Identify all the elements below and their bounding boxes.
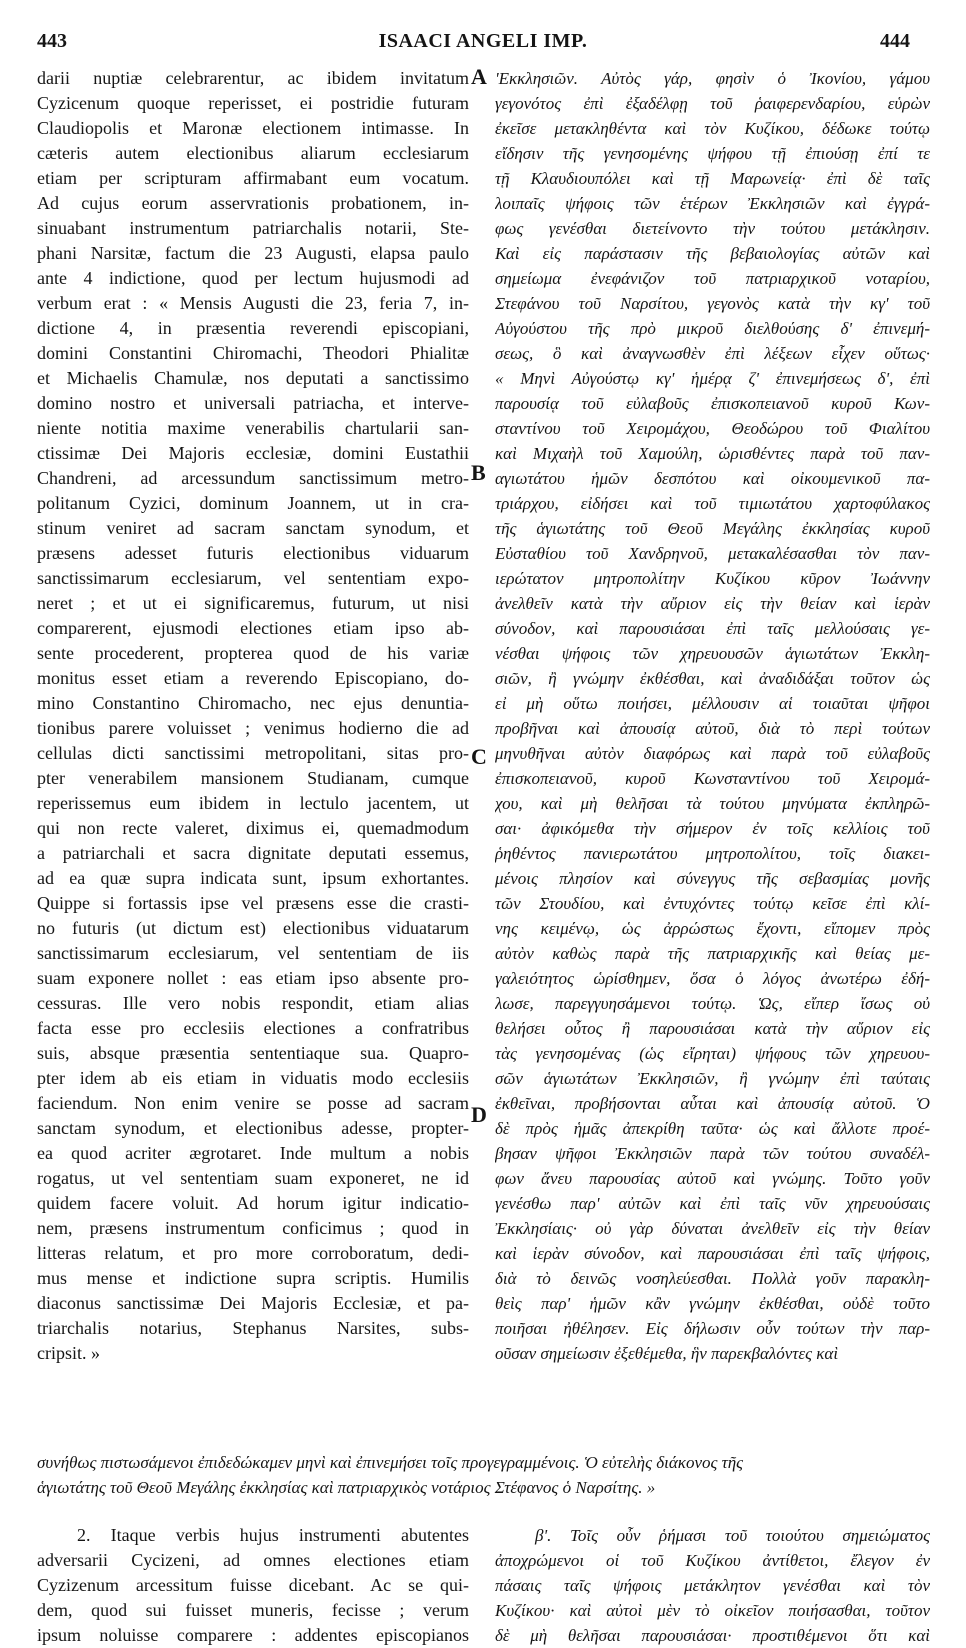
margin-marker-d: D (471, 1102, 487, 1127)
greek-text-line: πάσαις ταῖς ψήφοις μετάκλητον γενέσθαι καὶ τὸν (495, 1576, 930, 1595)
latin-text-line: domini Constantini Chiromachi, Theodori Phialitæ (37, 343, 469, 363)
latin-text-line: verbum erat : « Mensis Augusti die 23, feria 7, in- (37, 293, 469, 313)
greek-text-line: ῥηθέντος πανιερωτάτου μητροπολίτου, τοῖς διακει- (495, 844, 930, 863)
greek-text-line: δὲ πρὸς ἡμᾶς ἀπεκρίθη ταῦτα· ὡς καὶ ἄλλοτε προέ- (495, 1119, 930, 1138)
greek-section-2 (495, 1523, 930, 1648)
latin-text-line: dictione 4, in præsentia reverendi episcopiani, (37, 318, 469, 338)
greek-text-line: λοιπαῖς ψήφοις τῶν ἑτέρων Ἐκκλησιῶν καὶ ἐγγρά- (495, 194, 930, 213)
latin-text-line: suis, absque præsentia sententiaque sua. Quapro- (37, 1043, 469, 1063)
latin-text-line: cæteris autem electionibus aliarum ecclesiarum (37, 143, 469, 163)
greek-text-line: Καὶ εἰς παράστασιν τῆς βεβαιολογίας αὐτῶν καὶ (495, 244, 930, 263)
greek-column (495, 66, 930, 1366)
latin-column (37, 66, 469, 1366)
greek-text-line: νέσθαι ψήφοις τῶν χηρευουσῶν ἁγιωτάτων Ἐκκλη- (495, 644, 930, 663)
greek-text-line: γεγονότος ἐπὶ ἐξαδέλφῃ τοῦ ῥαιφερενδαρίου, εὑρὼν (495, 94, 930, 113)
latin-text-line: Ad cujus eorum asservrationis probationem, in- (37, 193, 469, 213)
greek-text-line: θεὶς παρ' ἡμῶν κἂν γνώμην ἐκθέσθαι, οὐδὲ τοῦτο (495, 1294, 930, 1313)
greek-text-line: φως γενέσθαι διετείνοντο τὴν τούτου μετάκλησιν. (495, 219, 930, 238)
latin-text-line: ctissimæ Dei Majoris ecclesiæ, domini Eustathii (37, 443, 469, 463)
greek-text-line: καὶ Μιχαὴλ τοῦ Χαμούλη, ὡρισθέντες παρὰ τοῦ παν- (495, 444, 930, 463)
latin-text-line: ipsum noluisse comparere : addentes episcopianos (37, 1625, 469, 1645)
right-page-number: 444 (880, 30, 910, 52)
greek-text-line: λωσε, παρεγγυησάμενοι τούτῳ. Ὡς, εἴπερ ἴσως οὐ (495, 994, 930, 1013)
greek-text-line: τῶν Στουδίου, καὶ ἐντυχόντες τούτῳ κεῖσε ἐπὶ κλί- (495, 894, 930, 913)
greek-text-line: ιερώτατον μητροπολίτην Κυζίκου κῦρον Ἰωάννην (495, 569, 930, 588)
margin-marker-a: A (471, 64, 487, 89)
latin-text-line: niente notitia maxime venerabilis chartularii san- (37, 418, 469, 438)
greek-text-line: τριάρχου, εἰδήσει καὶ τοῦ τιμιωτάτου χαρτοφύλακος (495, 494, 930, 513)
greek-text-line: εἴδησιν τῆς γενησομένης ψήφου τῇ ἐπιούσῃ ἐπί τε (495, 144, 930, 163)
page-header (0, 22, 966, 62)
greek-text-line: αὐτὸν καθὼς παρὰ τῆς πατριαρχικῆς καὶ θείας με- (495, 944, 930, 963)
greek-text-line: σταντίνου τοῦ Χειρομάχου, Θεοδώρου τοῦ Φιαλίτου (495, 419, 930, 438)
greek-text-line: γαλειότητος ὡρίσθημεν, ὅσα ὁ λόγος ἀνωτέρω ἐδή- (495, 969, 930, 988)
greek-text-line: προβῆναι καὶ ἀπουσίᾳ αὐτοῦ, διὰ τὸ περὶ τούτων (495, 719, 930, 738)
latin-text-line: no futuris (ut dictum est) electionibus viduatarum (37, 918, 469, 938)
greek-text-line: Κυζίκου· καὶ αὐτοὶ μὲν τὸ οἰκεῖον ποιήσασθαι, τοῦτον (495, 1601, 930, 1620)
latin-text-line: qui non recte valeret, diximus ei, quemadmodum (37, 818, 469, 838)
margin-marker-b: B (471, 460, 486, 485)
latin-text-line: facta esse pro ecclesiis electiones a confratribus (37, 1018, 469, 1038)
latin-text-line: phani Narsitæ, factum die 23 Augusti, elapsa paulo (37, 243, 469, 263)
latin-text-line: darii nuptiæ celebrarentur, ac ibidem invitatum (37, 68, 469, 88)
latin-text-line: tionibus parere voluisset ; venimus hodierno die ad (37, 718, 469, 738)
greek-text-line: εἰ μὴ οὕτω ποιήσει, μέλλουσιν αἱ τοιαῦται ψῆφοι (495, 694, 930, 713)
latin-text-line: diaconus sanctissimæ Dei Majoris Ecclesiæ, et pa- (37, 1293, 469, 1313)
full-width-text-line: ἁγιωτάτης τοῦ Θεοῦ Μεγάλης ἐκκλησίας καὶ πατριαρχικὸς νοτάριος Στέφανος ὁ Ναρσίτης. » (37, 1478, 656, 1497)
greek-text-line: τῆς ἁγιωτάτης τοῦ Θεοῦ Μεγάλης ἐκκλησίας κυροῦ (495, 519, 930, 538)
latin-section-2 (37, 1523, 469, 1648)
greek-text-line: δὲ μὴ θελῆσαι παρουσιάσαι· προστιθέμενοι ὅτι καὶ (495, 1626, 930, 1645)
greek-text-line: ἐκεῖσε μετακληθέντα καὶ τὸν Κυζίκου, δέδωκε τούτῳ (495, 119, 930, 138)
greek-text-line: ἐπισκοπειανοῦ, κυροῦ Κωνσταντίνου τοῦ Χειρομά- (495, 769, 930, 788)
latin-text-line: Cyzicenum quoque reperisset, ei postridie futuram (37, 93, 469, 113)
greek-text-line: οῦσαν σημείωσιν ἐξεθέμεθα, ἣν παρεκβαλόντες καὶ (495, 1344, 839, 1363)
latin-text-line: nem, præsens instrumentum conficimus ; quod in (37, 1218, 469, 1238)
greek-text-line: « Μηνὶ Αὐγούστῳ κγ' ἡμέρᾳ ζ' ἐπινεμήσεως δ', ἐπὶ (495, 369, 930, 388)
greek-text-line: παρουσίᾳ τοῦ εὐλαβοῦς ἐπισκοπειανοῦ κυροῦ Κων- (495, 394, 930, 413)
latin-text-line: cripsit. » (37, 1343, 100, 1363)
greek-text-line: αγιωτάτου ἡμῶν δεσπότου καὶ οἰκουμενικοῦ πα- (495, 469, 930, 488)
greek-text-line: 'Εκκλησιῶν. Αὐτὸς γάρ, φησὶν ὁ Ἰκονίου, γάμου (495, 69, 930, 88)
greek-text-line: ποιῆσαι ἠθέλησεν. Εἰς δήλωσιν οὖν τούτων τὴν παρ- (495, 1319, 930, 1338)
latin-text-line: præsens adesset futuris electionibus viduarum (37, 543, 469, 563)
greek-text-line: ἀνελθεῖν κατὰ τὴν αὔριον εἰς τὴν θείαν καὶ ἱερὰν (495, 594, 930, 613)
greek-text-line: καὶ ἱερὰν σύνοδον, καὶ παρουσιάσαι ἐπὶ ταῖς ψήφοις, (495, 1244, 930, 1263)
greek-text-line: θελήσει οὗτος ἢ παρουσιάσαι κατὰ τὴν αὔριον εἰς (495, 1019, 930, 1038)
latin-text-line: etiam per scripturam affirmabant eum vocatum. (37, 168, 469, 188)
greek-text-line: σημείωμα ἐνεφάνιζον τοῦ πατριαρχικοῦ νοταρίου, (495, 269, 930, 288)
latin-text-line: ante 4 indictione, quod per lectum hujusmodi ad (37, 268, 469, 288)
margin-marker-c: C (471, 744, 487, 769)
greek-text-line: Αὐγούστου τῆς πρὸ μικροῦ διελθούσης δ' ἐπινεμή- (495, 319, 930, 338)
greek-text-line: Ἐκκλησίαις· οὐ γὰρ δύναται ἀνελθεῖν εἰς τὴν θείαν (495, 1219, 930, 1238)
latin-text-line: mus mense et indictione supra scriptis. Humilis (37, 1268, 469, 1288)
greek-text-line: νης κειμένῳ, ὡς ἀρρώστως ἔχοντι, εἴπομεν πρὸς (495, 919, 930, 938)
greek-text-line: σεως, ὃ καὶ ἀναγνωσθὲν ἐπὶ λέξεων εἶχεν οὕτως· (495, 344, 930, 363)
latin-text-line: politanum Cyzici, dominum Joannem, ut in cra- (37, 493, 469, 513)
greek-text-line: γενέσθω παρ' αὐτῶν καὶ ἐπὶ ταῖς νῦν χηρευούσαις (495, 1194, 930, 1213)
greek-text-line: ἀποχρώμενοι οἱ τοῦ Κυζίκου ἀντίθετοι, ἔλεγον ἐν (495, 1551, 930, 1570)
latin-text-line: Chandreni, ad arcessundum sanctissimum metro- (37, 468, 469, 488)
latin-text-line: cessuras. Ille vero nobis respondit, etiam alias (37, 993, 469, 1013)
latin-text-line: adversarii Cycizeni, ad omnes electiones etiam (37, 1550, 469, 1570)
latin-text-line: pter idem ab eis etiam in viduatis modo ecclesiis (37, 1068, 469, 1088)
latin-text-line: domino nostro et universali patriacha, et interve- (37, 393, 469, 413)
latin-text-line: ad ea quæ supra indicata sunt, ipsum exhortantes. (37, 868, 469, 888)
latin-text-line: neret ; et ut ei significaremus, futurum, ut nisi (37, 593, 469, 613)
latin-text-line: litteras relatum, et pro more corroboratum, dedi- (37, 1243, 469, 1263)
latin-text-line: a patriarchali et sacra dignitate deputati essemus, (37, 843, 469, 863)
greek-text-line: χου, καὶ μὴ θελῆσαι τὰ τούτου μηνύματα ἐκπληρῶ- (495, 794, 930, 813)
latin-text-line: Quippe si fortassis ipse vel præsens esse die crasti- (37, 893, 469, 913)
greek-text-line: ἐκθεῖναι, προβήσονται αὗται καὶ ἀπουσίᾳ αὐτοῦ. Ὁ (495, 1094, 930, 1113)
running-title: ISAACI ANGELI IMP. (378, 30, 588, 52)
greek-text-line: Εὐσταθίου τοῦ Χανδρηνοῦ, μετακαλέσασθαι τὸν παν- (495, 544, 930, 563)
greek-text-line: τὰς γενησομένας (ὡς εἴρηται) ψήφους τῶν χηρευου- (495, 1044, 930, 1063)
latin-text-line: quidem facere voluit. Ad horum igitur indicatio- (37, 1193, 469, 1213)
latin-text-line: Cyzizenum arcessitum fuisse dicebant. Ac se qui- (37, 1575, 469, 1595)
latin-text-line: pter venerabilem mansionem Studianam, cumque (37, 768, 469, 788)
latin-text-line: reperissemus eum ibidem in lectulo jacentem, ut (37, 793, 469, 813)
greek-text-line: βησαν ψῆφοι Ἐκκλησιῶν παρὰ τῶν τούτου συναδέλ- (495, 1144, 930, 1163)
full-width-greek-block (37, 1450, 930, 1500)
latin-text-line: et Michaelis Chamulæ, nos deputati a sanctissimo (37, 368, 469, 388)
latin-text-line: stinum veniret ad sacram sanctam synodum, et (37, 518, 469, 538)
latin-text-line: suam exponere nollet : eas etiam ipso absente pro- (37, 968, 469, 988)
greek-text-line: φων ἄνευ παρουσίας αὐτοῦ καὶ γνώμης. Τοῦτο γοῦν (495, 1169, 930, 1188)
latin-text-line: ea quod acriter ægrotaret. Inde multum a nobis (37, 1143, 469, 1163)
latin-text-line: mino Constantino Chiromacho, nec ejus denuntia- (37, 693, 469, 713)
latin-text-line: sinuabant instrumentum patriarchalis notarii, Ste- (37, 218, 469, 238)
greek-text-line: διὰ τὸ δεινῶς νοσηλεύεσθαι. Πολλὰ γοῦν παρακλη- (495, 1269, 930, 1288)
latin-text-line: cellulas dicti sanctissimi metropolitani, sitas pro- (37, 743, 469, 763)
greek-text-line: σιῶν, ἢ γνώμην ἐκθέσθαι, καὶ ἀναδιδάξαι τοῦτον ὡς (495, 669, 930, 688)
greek-text-line: σύνοδον, καὶ παρουσιάσαι ἐπὶ ταῖς μελλούσαις γε- (495, 619, 930, 638)
latin-text-line: monitus esset etiam a reverendo Episcopiano, do- (37, 668, 469, 688)
latin-text-line: sanctissimarum ecclesiarum, vel sententiam de iis (37, 943, 469, 963)
full-width-text-line: συνήθως πιστωσάμενοι ἐπιδεδώκαμεν μηνὶ καὶ ἐπινεμήσει τοῖς προγεγραμμένοις. Ὁ εὐτελὴς διάκονος τῆς (37, 1453, 744, 1472)
latin-text-line: rogatus, ut vel sententiam suam exponeret, ne id (37, 1168, 469, 1188)
left-page-number: 443 (37, 30, 67, 52)
latin-text-line: triarchalis notarius, Stephanus Narsites, subs- (37, 1318, 469, 1338)
latin-text-line: comparerent, ejusmodi electiones etiam ipso ab- (37, 618, 469, 638)
greek-text-line: β'. Τοῖς οὖν ῥήμασι τοῦ τοιούτου σημειώματος (535, 1526, 930, 1545)
latin-text-line: 2. Itaque verbis hujus instrumenti abutentes (77, 1525, 469, 1545)
greek-text-line: Στεφάνου τοῦ Ναρσίτου, γεγονὸς κατὰ τὴν κγ' τοῦ (495, 294, 930, 313)
greek-text-line: σῶν ἁγιωτάτων Ἐκκλησιῶν, ἢ γνώμην ἐπὶ ταύταις (495, 1069, 930, 1088)
latin-text-line: sanctissimarum ecclesiarum, vel sententiam expo- (37, 568, 469, 588)
latin-text-line: faciendum. Non enim venire se posse ad sacram (37, 1093, 469, 1113)
latin-text-line: sanctam synodum, et electionibus adesse, propter- (37, 1118, 469, 1138)
latin-text-line: sente procederent, propterea quod de his variæ (37, 643, 469, 663)
greek-text-line: μηνυθῆναι αὐτὸν διαφόρως καὶ παρὰ τοῦ εὐλαβοῦς (495, 744, 930, 763)
latin-text-line: dem, quod sui fuisset muneris, fecisse ; verum (37, 1600, 469, 1620)
greek-text-line: τῇ Κλαυδιουπόλει καὶ τῇ Μαρωνείᾳ· ἐπὶ δὲ ταῖς (495, 169, 930, 188)
latin-text-line: Claudiopolis et Maronæ electionem intimasse. In (37, 118, 469, 138)
greek-text-line: μένοις πλησίον καὶ σύνεγγυς τῆς σεβασμίας μονῆς (495, 869, 930, 888)
greek-text-line: σαι· ἀφικόμεθα τὴν σήμερον ἐν τοῖς κελλίοις τοῦ (495, 819, 930, 838)
